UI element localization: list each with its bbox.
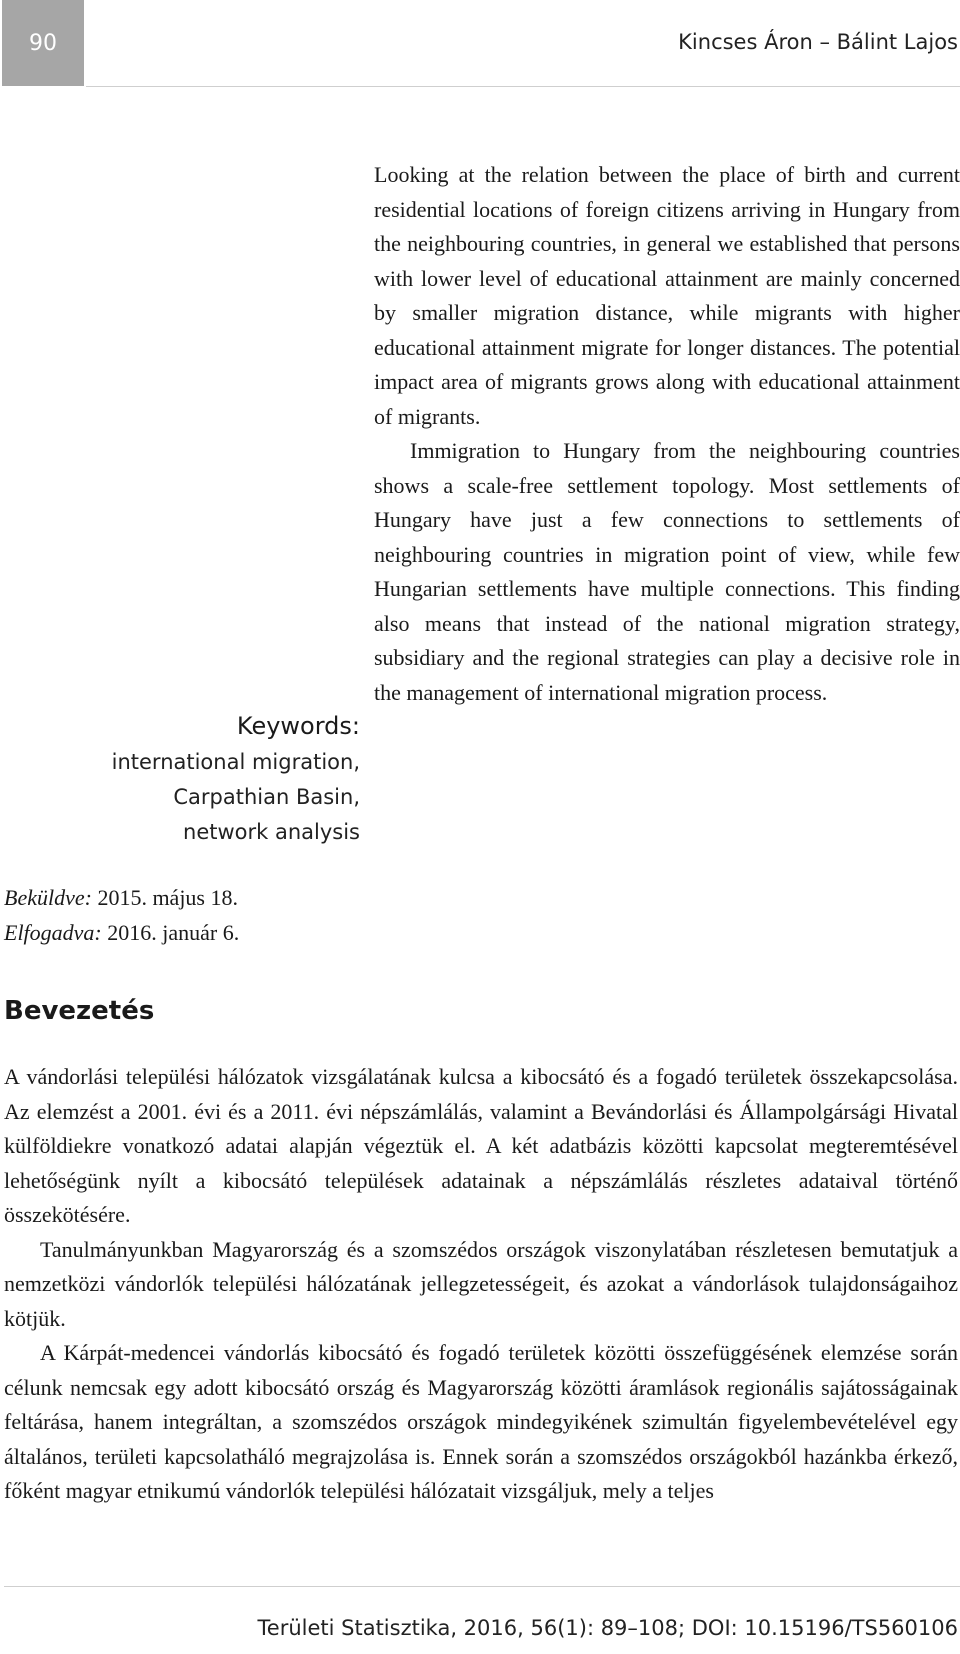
submitted-line xyxy=(4,880,239,915)
running-header-authors: Kincses Áron – Bálint Lajos xyxy=(678,30,958,54)
accepted-label: Elfogadva: xyxy=(4,920,102,945)
submitted-label: Beküldve: xyxy=(4,885,92,910)
header-divider xyxy=(86,86,960,87)
body-paragraph-2: Tanulmányunkban Magyarország és a szomszédos országok viszonylatában részletesen bemutatjuk a nemzetközi vándorlók települési hálózatának jellegzetességeit, és azokat a vándorlások tulajdonságaihoz kötjük. xyxy=(4,1236,958,1331)
keyword-item: Carpathian Basin, xyxy=(173,785,360,809)
abstract-paragraph-1: Looking at the relation between the place of birth and current residential locations of foreign citizens arriving in Hungary from the neighbouring countries, in general we established that persons with lower level of educational attainment are mainly concerned by smaller migration distance, while migrants with higher educational attainment migrate for longer distances. The potential impact area of migrants grows along with educational attainment of migrants. xyxy=(374,162,960,429)
keywords-block xyxy=(0,709,360,850)
journal-citation: Területi Statisztika, 2016, 56(1): 89–108; DOI: 10.15196/TS560106 xyxy=(257,1616,958,1640)
submitted-date: 2015. május 18. xyxy=(97,885,238,910)
accepted-date: 2016. január 6. xyxy=(107,920,240,945)
footer-divider xyxy=(4,1586,960,1587)
body-paragraph-1: A vándorlási települési hálózatok vizsgálatának kulcsa a kibocsátó és a fogadó területek összekapcsolása. Az elemzést a 2001. évi és a 2011. évi népszámlálás, valamint a Bevándorlási és Állampolgársági Hivatal külföldiekre vonatkozó adatai alapján végeztük el. A két adatbázis közötti kapcsolat megteremtésével lehetőségünk nyílt a kibocsátó települések adatainak a népszámlálás részletes adataival történő összekötésére. xyxy=(4,1064,958,1227)
page-number: 90 xyxy=(2,0,84,86)
abstract xyxy=(374,158,960,710)
section-body xyxy=(4,1060,958,1509)
body-paragraph-3: A Kárpát-medencei vándorlás kibocsátó és fogadó területek közötti összefüggésének elemzése során célunk nemcsak egy adott kibocsátó ország és Magyarország közötti áramlások regionális sajátosságainak feltárása, hanem integráltan, a szomszédos országok mindegyikének szimultán figyelembevételével egy általános, területi kapcsolatháló megrajzolása is. Ennek során a szomszédos országokból hazánkba érkező, főként magyar etnikumú vándorlók települési hálózatait vizsgáljuk, mely a teljes xyxy=(4,1340,958,1503)
submission-dates xyxy=(4,880,239,950)
keywords-label: Keywords: xyxy=(236,712,360,740)
keyword-item: international migration, xyxy=(111,750,360,774)
section-heading: Bevezetés xyxy=(4,996,155,1026)
keyword-item: network analysis xyxy=(183,820,360,844)
abstract-paragraph-2: Immigration to Hungary from the neighbouring countries shows a scale-free settlement topology. Most settlements of Hungary have just a few connections to settlements of neighbouring countries in migration point of view, while few Hungarian settlements have multiple connections. This finding also means that instead of the national migration strategy, subsidiary and the regional strategies can play a decisive role in the management of international migration process. xyxy=(374,438,960,705)
accepted-line xyxy=(4,915,239,950)
